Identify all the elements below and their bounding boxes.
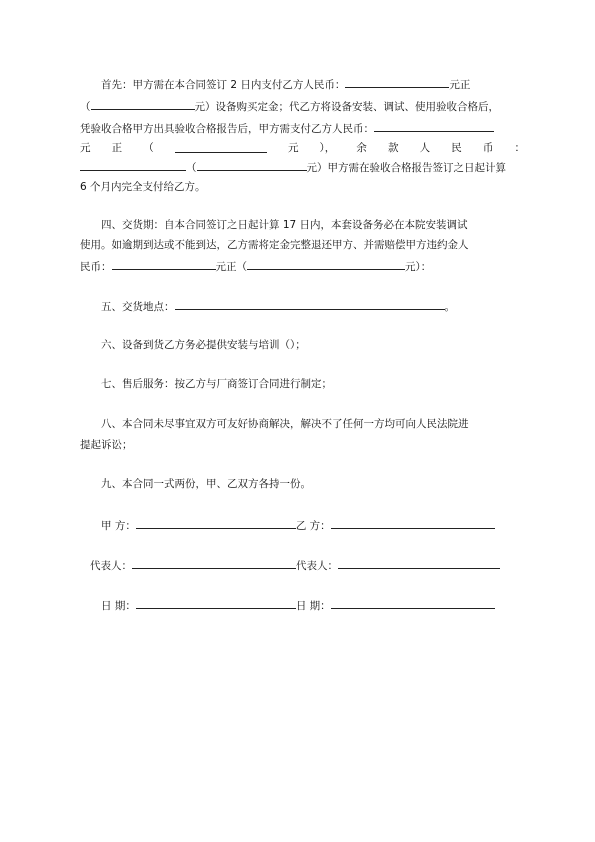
balance-amount-upper-blank[interactable]	[197, 159, 307, 171]
paren-open: （	[80, 101, 91, 113]
party-a-blank[interactable]	[136, 517, 296, 529]
char: 币	[482, 142, 494, 154]
paren-open: （	[186, 162, 197, 174]
char: 款	[388, 142, 399, 154]
payment-line-5	[80, 159, 525, 175]
balance-amount-blank[interactable]	[80, 159, 186, 171]
signature-date-row	[101, 597, 525, 613]
payment-line-1	[101, 76, 525, 92]
date-b-blank[interactable]	[331, 597, 495, 609]
signature-rep-row	[90, 557, 525, 573]
install-clause: 六、设备到货乙方务必提供安装与培训（）；	[101, 339, 306, 351]
rep-a-label: 代表人：	[90, 560, 132, 572]
delivery-clause-text: 使用。如逾期到达或不能到达，乙方需将定金完整退还甲方、并需赔偿甲方违约金人	[80, 239, 469, 251]
char: ），	[319, 142, 336, 154]
char: 元	[80, 142, 91, 154]
acceptance-amount-blank[interactable]	[374, 120, 494, 132]
payment-line-2	[80, 98, 525, 114]
date-a-blank[interactable]	[136, 597, 296, 609]
dispute-line-2	[80, 438, 525, 452]
copies-line	[101, 477, 525, 491]
after-sales-clause: 七、售后服务：按乙方与厂商签订合同进行制定；	[101, 378, 332, 390]
location-suffix: 。	[444, 301, 455, 313]
rep-b-label: 代表人：	[296, 560, 338, 572]
char: 正	[111, 142, 123, 154]
party-a-label: 甲 方：	[101, 520, 136, 532]
payment-line-4	[80, 141, 525, 155]
acceptance-amount-upper-blank[interactable]	[175, 141, 267, 153]
location-line	[101, 298, 525, 314]
install-line	[101, 338, 525, 352]
deposit-amount-upper-blank[interactable]	[91, 98, 195, 110]
char: 人	[419, 142, 431, 154]
char: ：	[514, 142, 525, 154]
deposit-unit: 元正	[449, 79, 471, 91]
payment-deposit-label: 首先：甲方需在本合同签订 2 日内支付乙方人民币：	[101, 79, 346, 91]
dispute-clause: 八、本合同未尽事宜双方可友好协商解决，解决不了任何一方均可向人民法院进	[101, 418, 469, 430]
deposit-purpose-text: 元）设备购买定金；代乙方将设备安装、调试、使用验收合格后，	[194, 101, 499, 113]
payment-line-6	[80, 180, 525, 194]
penalty-unit: 元正（	[215, 261, 247, 273]
balance-deadline-text: 6 个月内完全支付给乙方。	[80, 181, 206, 193]
date-a-label: 日 期：	[101, 600, 136, 612]
dispute-line-1	[101, 417, 525, 431]
rep-a-blank[interactable]	[132, 557, 296, 569]
delivery-clause-heading: 四、交货期：自本合同签订之日起计算 17 日内，本套设备务必在本院安装调试	[101, 219, 468, 231]
date-b-label: 日 期：	[295, 600, 331, 612]
signature-party-row	[101, 517, 525, 533]
copies-clause: 九、本合同一式两份，甲、乙双方各持一份。	[101, 478, 311, 490]
char: 余	[356, 142, 367, 154]
rep-b-blank[interactable]	[338, 557, 500, 569]
char: 民	[451, 142, 462, 154]
delivery-line-1	[101, 218, 525, 232]
deposit-amount-blank[interactable]	[345, 76, 449, 88]
penalty-suffix: 元）：	[405, 261, 432, 273]
balance-terms-text: 元）甲方需在验收合格报告签订之日起计算	[306, 162, 506, 174]
penalty-label: 民币：	[80, 261, 112, 273]
delivery-line-3	[80, 258, 525, 274]
party-b-blank[interactable]	[331, 517, 495, 529]
char: 元	[287, 142, 299, 154]
location-label: 五、交货地点：	[101, 301, 175, 313]
dispute-clause-end: 提起诉讼；	[80, 439, 133, 451]
char: （	[143, 142, 154, 154]
penalty-amount-upper-blank[interactable]	[247, 258, 405, 270]
location-blank[interactable]	[175, 298, 445, 310]
party-b-label: 乙 方：	[295, 520, 331, 532]
after-sales-line	[101, 377, 525, 391]
payment-line-3	[80, 120, 525, 136]
penalty-amount-blank[interactable]	[112, 258, 216, 270]
delivery-line-2	[80, 238, 525, 252]
acceptance-payment-label: 凭验收合格甲方出具验收合格报告后，甲方需支付乙方人民币：	[80, 123, 374, 135]
